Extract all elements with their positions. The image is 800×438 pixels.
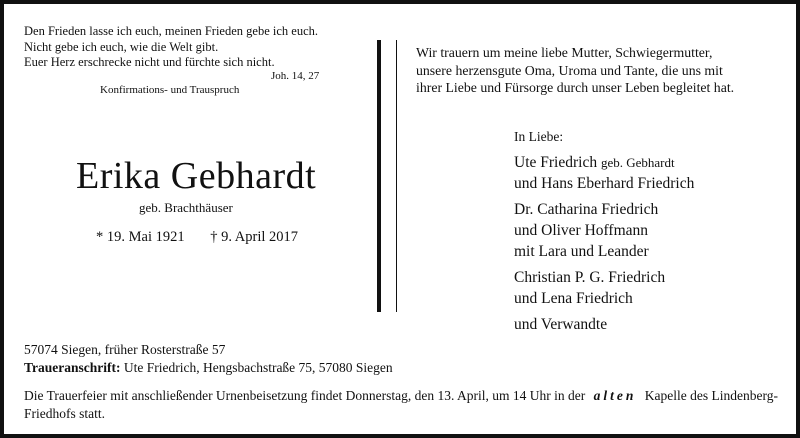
ceremony-text-end: Kapelle des Lindenberg-Friedhofs statt. (24, 388, 778, 421)
ceremony-text: Die Trauerfeier mit anschließender Urnenbeisetzung findet Donnerstag, den 13. April, um 14 Uhr in der (24, 388, 586, 403)
verse-line: Nicht gebe ich euch, wie die Welt gibt. (24, 39, 219, 54)
birth-date: * 19. Mai 1921 (96, 229, 185, 245)
verse-reference: Joh. 14, 27 (271, 70, 320, 82)
mourning-text (416, 44, 786, 97)
mourning-address-value: Ute Friedrich, Hengsbachstraße 75, 57080 Siegen (123, 360, 393, 375)
life-dates (96, 229, 298, 246)
divider-thick (377, 40, 381, 312)
family-group (514, 199, 694, 262)
family-group (514, 267, 694, 309)
family-line: Dr. Catharina Friedrich (514, 201, 659, 218)
family-line: Christian P. G. Friedrich (514, 269, 666, 286)
verse-line: Den Frieden lasse ich euch, meinen Frieden gebe ich euch. (24, 24, 318, 38)
family-member-note: geb. Gebhardt (600, 155, 675, 170)
birth-name: geb. Brachthäuser (139, 200, 233, 215)
family-line: und Oliver Hoffmann (514, 222, 649, 239)
bible-verse (24, 24, 329, 71)
family-line: mit Lara und Leander (514, 243, 649, 260)
verse-note: Konfirmations- und Trauspruch (100, 84, 240, 96)
family-line: und Lena Friedrich (514, 290, 633, 307)
family-member: Ute Friedrich (514, 154, 598, 171)
mourning-line: Wir trauern um meine liebe Mutter, Schwiegermutter, (416, 45, 713, 60)
deceased-name: Erika Gebhardt (76, 155, 317, 197)
mourning-address (24, 360, 393, 376)
verse-line: Euer Herz erschrecke nicht und fürchte sich nicht. (24, 55, 275, 69)
death-date: † 9. April 2017 (210, 229, 299, 245)
divider-thin (396, 40, 397, 312)
mourning-line: ihrer Liebe und Fürsorge durch unser Leben begleitet hat. (416, 80, 735, 95)
ceremony-emphasis: alten (593, 388, 637, 403)
mourning-address-label: Traueranschrift: (24, 360, 121, 375)
ceremony-info (24, 387, 789, 423)
relatives: und Verwandte (514, 316, 608, 333)
family-list (514, 152, 694, 314)
family-group (514, 152, 694, 194)
former-address: 57074 Siegen, früher Rosterstraße 57 (24, 342, 226, 357)
family-line (514, 152, 694, 173)
in-love-label: In Liebe: (514, 129, 564, 144)
family-line: und Hans Eberhard Friedrich (514, 175, 695, 192)
mourning-line: unsere herzensgute Oma, Uroma und Tante, die uns mit (416, 62, 723, 78)
